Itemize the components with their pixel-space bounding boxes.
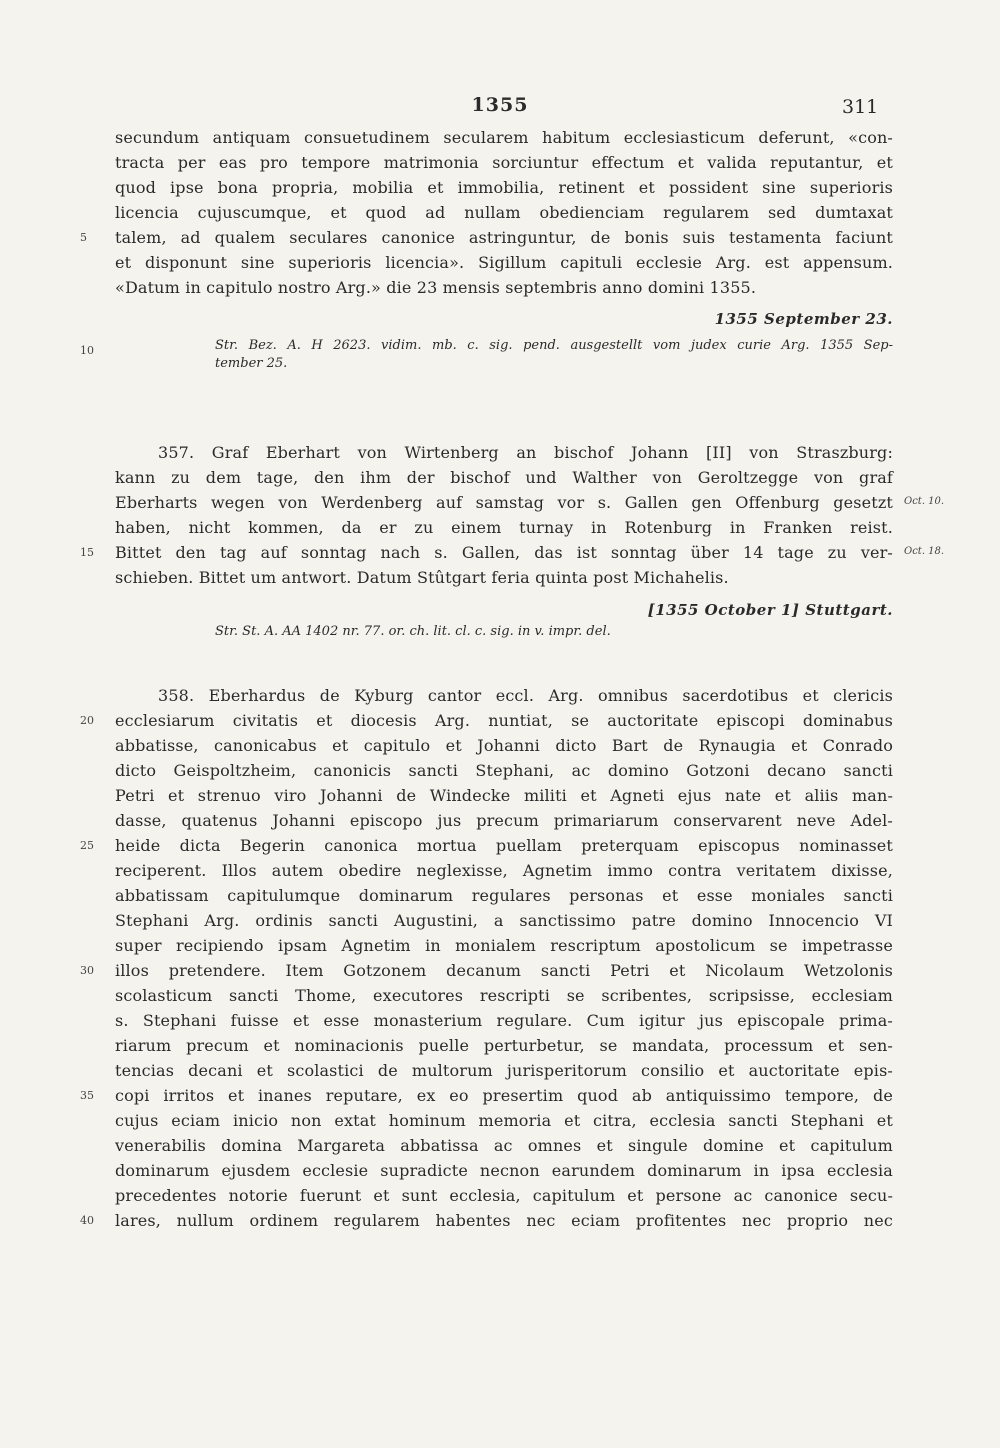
text-line: dicto Geispoltzheim, canonicis sancti Stephani, ac domino Gotzoni decano sancti [115,761,893,780]
source-note: tember 25. [215,356,288,371]
text-line: venerabilis domina Margareta abbatissa ac omnes et singule domine et capitulum [115,1136,893,1155]
text-line: tracta per eas pro tempore matrimonia sorciuntur effectum et valida reputantur, et [115,153,893,172]
line-number: 5 [80,231,87,244]
page-number: 311 [842,96,879,118]
text-line: reciperent. Illos autem obedire neglexisse, Agnetim immo contra veritatem dixisse, [115,861,893,880]
text-line: super recipiendo ipsam Agnetim in monialem rescriptum apostolicum se impetrasse [115,936,893,955]
text-line: precedentes notorie fuerunt et sunt ecclesia, capitulum et persone ac canonice secu- [115,1186,893,1205]
text-line: cujus eciam inicio non extat hominum memoria et citra, ecclesia sancti Stephani et [115,1111,893,1130]
entry-date: [1355 October 1] Stuttgart. [647,601,893,619]
text-line: abbatissam capitulumque dominarum regulares personas et esse moniales sancti [115,886,893,905]
line-number: 15 [80,546,94,559]
text-line: licencia cujuscumque, et quod ad nullam obedienciam regularem sed dumtaxat [115,203,893,222]
line-number: 20 [80,714,94,727]
text-line: abbatisse, canonicabus et capitulo et Johanni dicto Bart de Rynaugia et Conrado [115,736,893,755]
text-line: s. Stephani fuisse et esse monasterium regulare. Cum igitur jus episcopale prima- [115,1011,893,1030]
text-line: Petri et strenuo viro Johanni de Windecke militi et Agneti ejus nate et aliis man- [115,786,893,805]
entry-357-heading: 357. Graf Eberhart von Wirtenberg an bischof Johann [II] von Straszburg: [158,443,893,462]
text-line: ecclesiarum civitatis et diocesis Arg. nuntiat, se auctoritate episcopi dominabus [115,711,893,730]
text-line: scolasticum sancti Thome, executores rescripti se scribentes, scripsisse, ecclesiam [115,986,893,1005]
margin-note: Oct. 18. [904,546,945,557]
header-year: 1355 [471,94,529,116]
text-line: haben, nicht kommen, da er zu einem turnay in Rotenburg in Franken reist. [115,518,893,537]
text-line: tencias decani et scolastici de multorum jurisperitorum consilio et auctoritate epis- [115,1061,893,1080]
text-line: lares, nullum ordinem regularem habentes nec eciam profitentes nec proprio nec [115,1211,893,1230]
text-line: Eberharts wegen von Werdenberg auf samstag vor s. Gallen gen Offenburg gesetzt [115,493,893,512]
source-note: Str. St. A. AA 1402 nr. 77. or. ch. lit. cl. c. sig. in v. impr. del. [215,624,611,639]
text-line: heide dicta Begerin canonica mortua puellam preterquam episcopus nominasset [115,836,893,855]
text-line: copi irritos et inanes reputare, ex eo presertim quod ab antiquissimo tempore, de [115,1086,893,1105]
line-number: 40 [80,1214,94,1227]
text-line: et disponunt sine superioris licencia». Sigillum capituli ecclesie Arg. est appensum. [115,253,893,272]
line-number: 25 [80,839,94,852]
source-note: Str. Bez. A. H 2623. vidim. mb. c. sig. pend. ausgestellt vom judex curie Arg. 1355 Sep- [215,338,893,353]
text-line: schieben. Bittet um antwort. Datum Stûtgart feria quinta post Michahelis. [115,568,729,587]
text-line: quod ipse bona propria, mobilia et immobilia, retinent et possident sine superioris [115,178,893,197]
text-line: Stephani Arg. ordinis sancti Augustini, a sanctissimo patre domino Innocencio VI [115,911,893,930]
line-number: 10 [80,344,94,357]
margin-note: Oct. 10. [904,496,945,507]
text-line: illos pretendere. Item Gotzonem decanum sancti Petri et Nicolaum Wetzolonis [115,961,893,980]
text-line: dominarum ejusdem ecclesie supradicte necnon earundem dominarum in ipsa ecclesia [115,1161,893,1180]
text-line: talem, ad qualem seculares canonice astringuntur, de bonis suis testamenta faciunt [115,228,893,247]
text-line: secundum antiquam consuetudinem secularem habitum ecclesiasticum deferunt, «con- [115,128,893,147]
text-line: «Datum in capitulo nostro Arg.» die 23 mensis septembris anno domini 1355. [115,278,757,297]
text-line: riarum precum et nominacionis puelle perturbetur, se mandata, processum et sen- [115,1036,893,1055]
entry-358-heading: 358. Eberhardus de Kyburg cantor eccl. Arg. omnibus sacerdotibus et clericis [158,686,893,705]
entry-date: 1355 September 23. [714,310,893,328]
line-number: 35 [80,1089,94,1102]
text-line: kann zu dem tage, den ihm der bischof und Walther von Geroltzegge von graf [115,468,893,487]
text-line: Bittet den tag auf sonntag nach s. Gallen, das ist sonntag über 14 tage zu ver- [115,543,893,562]
line-number: 30 [80,964,94,977]
text-line: dasse, quatenus Johanni episcopo jus precum primariarum conservarent neve Adel- [115,811,893,830]
